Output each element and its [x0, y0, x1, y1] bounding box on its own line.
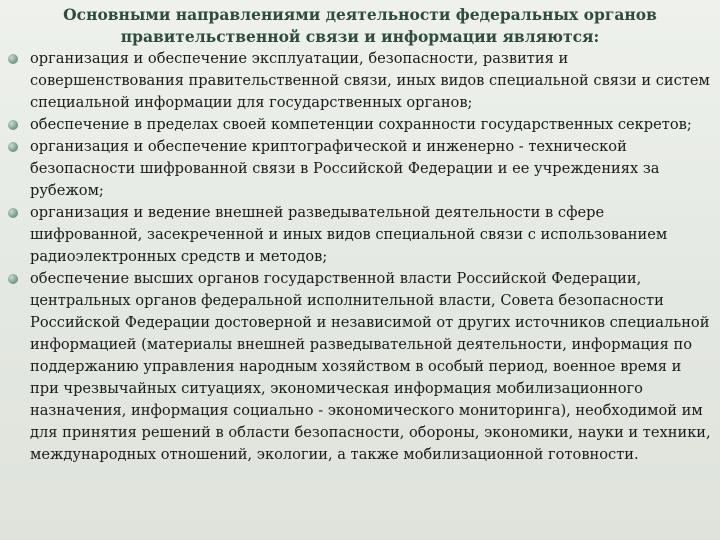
slide-title — [0, 0, 720, 48]
list-item — [30, 114, 714, 136]
bullet-icon — [8, 120, 18, 130]
list-item — [30, 136, 714, 202]
list-item-text: организация и обеспечение эксплуатации, безопасности, развития и совершенствования правительственной связи, иных видов специальной связи и систем специальной информации для государственных органов; — [30, 50, 710, 111]
title-line-2: правительственной связи и информации являются: — [120, 27, 600, 46]
list-item-text: организация и ведение внешней разведывательной деятельности в сфере шифрованной, засекреченной и иных видов специальной связи с использованием радиоэлектронных средств и методов; — [30, 204, 668, 265]
title-line-1: Основными направлениями деятельности федеральных органов — [63, 5, 657, 24]
bullet-icon — [8, 142, 18, 152]
list-item — [30, 48, 714, 114]
list-item-text: обеспечение высших органов государственной власти Российской Федерации, центральных органов федеральной исполнительной власти, Совета безопасности Российской Федерации достоверной и независимой от других источников специальной информацией (материалы внешней разведывательной деятельности, информация по поддержанию управления народным хозяйством в особый период, военное время и при чрезвычайных ситуациях, экономическая информация мобилизационного назначения, информация социально - экономического мониторинга), необходимой им для принятия решений в области безопасности, обороны, экономики, науки и техники, международных отношений, экологии, а также мобилизационной готовности. — [30, 270, 711, 463]
list-item — [30, 268, 714, 466]
bullet-icon — [8, 208, 18, 218]
bullet-icon — [8, 54, 18, 64]
list-item — [30, 202, 714, 268]
bullet-list — [0, 48, 720, 466]
list-item-text: организация и обеспечение криптографической и инженерно - технической безопасности шифрованной связи в Российской Федерации и ее учреждениях за рубежом; — [30, 138, 660, 199]
bullet-icon — [8, 274, 18, 284]
list-item-text: обеспечение в пределах своей компетенции сохранности государственных секретов; — [30, 116, 692, 133]
